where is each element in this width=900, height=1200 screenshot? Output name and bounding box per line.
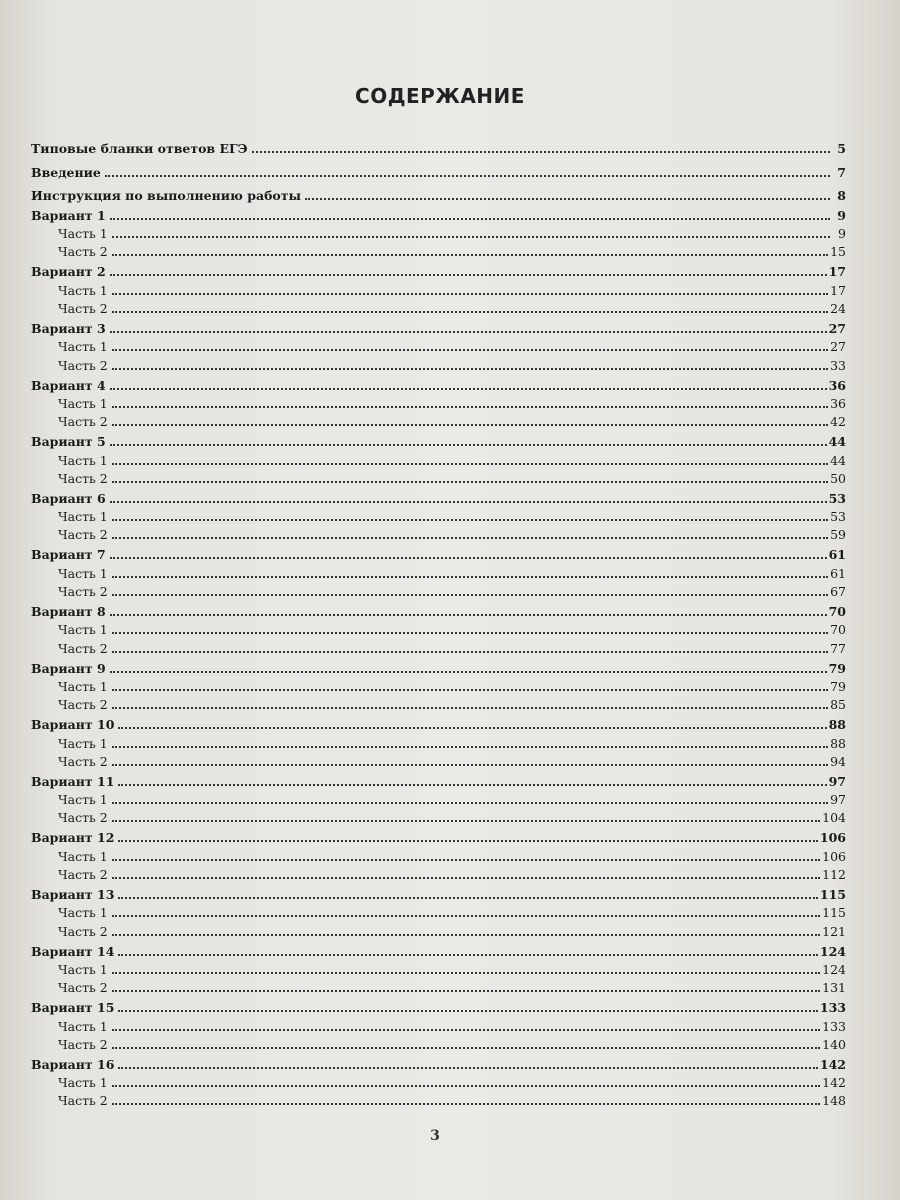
toc-entry-page: 112 [822,867,846,883]
dot-leader [112,688,828,691]
dot-leader [118,953,817,956]
toc-variant-entry[interactable] [31,373,846,393]
toc-entry-page: 53 [828,490,846,506]
dot-leader [110,613,827,616]
toc-entry-page: 50 [830,470,846,486]
toc-part-entry[interactable] [31,336,846,354]
dot-leader [118,896,817,899]
toc-variant-group [31,542,846,599]
toc-entry-label: Часть 1 [58,282,108,298]
dot-leader [112,819,820,822]
toc-entry-page: 67 [830,584,846,600]
toc-entry[interactable] [31,133,846,156]
toc-part-entry[interactable] [31,807,846,825]
toc-entry-page: 85 [830,697,846,713]
toc-entry-label: Вариант 15 [31,1000,115,1016]
toc-entry-page: 88 [830,735,846,751]
toc-entry-page: 27 [828,321,846,337]
dot-leader [112,575,828,578]
toc-entry-label: Часть 1 [58,735,108,751]
toc-part-entry[interactable] [31,959,846,977]
toc-entry-page: 106 [819,830,846,846]
dot-leader [110,500,827,503]
toc-part-entry[interactable] [31,279,846,297]
toc-entry-page: 124 [822,961,846,977]
dot-leader [112,1046,820,1049]
toc-part-entry[interactable] [31,1072,846,1090]
dot-leader [118,1009,817,1012]
toc-entry-page: 88 [828,717,846,733]
toc-entry-page: 115 [822,905,846,921]
toc-entry-label: Вариант 14 [31,943,115,959]
dot-leader [112,914,820,917]
dot-leader [112,462,828,465]
toc-entry-page: 115 [819,887,846,903]
toc-entry-page: 9 [838,226,846,242]
toc-entry-page: 44 [828,434,846,450]
toc-entry-label: Вариант 4 [31,377,106,393]
toc-variant-group [31,259,846,316]
toc-entry-page: 61 [830,565,846,581]
toc-entry-page: 142 [819,1056,846,1072]
toc-entry-label: Часть 2 [58,1093,108,1109]
toc-entry-label: Вариант 10 [31,717,115,733]
toc-entry[interactable] [31,156,846,179]
toc-entry-label: Введение [31,164,101,180]
toc-part-entry[interactable] [31,694,846,712]
toc-entry-page: 15 [830,244,846,260]
toc-entry-label: Часть 1 [58,509,108,525]
dot-leader [112,745,828,748]
toc-variant-group [31,712,846,769]
dot-leader [110,556,827,559]
toc-variant-entry[interactable] [31,882,846,902]
toc-part-entry[interactable] [31,506,846,524]
toc-variant-group [31,316,846,373]
toc-part-entry[interactable] [31,1034,846,1052]
toc-entry-label: Вариант 1 [31,207,106,223]
dot-leader [118,726,826,729]
toc-entry-page: 8 [837,187,846,203]
toc-part-entry[interactable] [31,732,846,750]
toc-entry-page: 124 [819,943,846,959]
toc-entry-page: 97 [830,792,846,808]
dot-leader [112,1028,820,1031]
toc-entry-page: 79 [830,678,846,694]
toc-part-entry[interactable] [31,411,846,429]
dot-leader [110,443,827,446]
toc-entry-page: 104 [822,810,846,826]
toc-variant-entry[interactable] [31,769,846,789]
toc-entry-page: 5 [837,141,846,157]
toc-entry-label: Часть 2 [58,414,108,430]
page-title: СОДЕРЖАНИЕ [355,84,525,108]
toc-entry-label: Часть 2 [58,584,108,600]
toc-part-entry[interactable] [31,637,846,655]
toc-variant-group [31,939,846,996]
toc-entry-page: 148 [822,1093,846,1109]
toc-variant-group [31,825,846,882]
toc-entry-page: 7 [837,164,846,180]
toc-variant-group [31,882,846,939]
dot-leader [112,1102,820,1105]
dot-leader [112,1084,820,1087]
toc-entry-page: 59 [830,527,846,543]
dot-leader [112,706,828,709]
dot-leader [110,330,827,333]
toc-entry-label: Часть 1 [58,452,108,468]
toc-variant-entry[interactable] [31,259,846,279]
toc-variant-entry[interactable] [31,1052,846,1072]
dot-leader [112,858,820,861]
toc-part-entry[interactable] [31,241,846,259]
dot-leader [112,631,828,634]
dot-leader [112,292,828,295]
toc-entry-page: 79 [828,660,846,676]
dot-leader [305,197,830,200]
toc-entry-label: Часть 1 [58,848,108,864]
toc-entry-page: 9 [837,207,846,223]
toc-variant-group [31,486,846,543]
toc-variant-entry[interactable] [31,825,846,845]
toc-entry-label: Часть 2 [58,470,108,486]
dot-leader [112,650,828,653]
toc-part-entry[interactable] [31,562,846,580]
toc-entry-label: Инструкция по выполнению работы [31,187,302,203]
toc-entry-label: Типовые бланки ответов ЕГЭ [31,141,248,157]
toc-part-entry[interactable] [31,524,846,542]
dot-leader [112,480,828,483]
dot-leader [110,670,827,673]
toc-part-entry[interactable] [31,581,846,599]
dot-leader [112,235,830,238]
toc-entry-page: 44 [830,452,846,468]
dot-leader [252,150,830,153]
toc-part-entry[interactable] [31,468,846,486]
toc-variant-group [31,656,846,713]
toc-entry-label: Вариант 7 [31,547,106,563]
toc-entry-label: Часть 2 [58,810,108,826]
toc-entry-page: 33 [830,357,846,373]
dot-leader [112,876,820,879]
dot-leader [112,310,828,313]
toc-entry-label: Вариант 16 [31,1056,115,1072]
toc-variant-entry[interactable] [31,656,846,676]
toc-variant-group [31,995,846,1052]
dot-leader [110,217,830,220]
toc-entry-label: Часть 1 [58,905,108,921]
toc-entry-label: Часть 1 [58,339,108,355]
toc-entry-label: Вариант 8 [31,604,106,620]
toc-entry-label: Вариант 3 [31,321,106,337]
toc-variant-group [31,429,846,486]
dot-leader [112,367,828,370]
toc-entry-label: Часть 2 [58,244,108,260]
toc-variant-entry[interactable] [31,712,846,732]
dot-leader [118,1066,817,1069]
toc-entry-label: Часть 1 [58,226,108,242]
dot-leader [118,783,826,786]
toc-entry-page: 94 [830,753,846,769]
toc-entry-label: Часть 1 [58,565,108,581]
toc-entry-label: Часть 2 [58,980,108,996]
toc-entry-label: Часть 2 [58,923,108,939]
toc-entry-page: 133 [822,1018,846,1034]
toc-entry-label: Часть 1 [58,792,108,808]
toc-part-entry[interactable] [31,676,846,694]
toc-part-entry[interactable] [31,1090,846,1108]
toc-part-entry[interactable] [31,845,846,863]
dot-leader [112,518,828,521]
toc-entry-page: 24 [830,301,846,317]
toc-variant-group [31,769,846,826]
toc-entry-label: Часть 1 [58,395,108,411]
dot-leader [112,405,828,408]
dot-leader [112,253,828,256]
toc-entry-label: Часть 2 [58,640,108,656]
dot-leader [118,839,817,842]
toc-part-entry[interactable] [31,223,846,241]
toc-part-entry[interactable] [31,393,846,411]
toc-part-entry[interactable] [31,354,846,372]
dot-leader [112,933,820,936]
toc-part-entry[interactable] [31,751,846,769]
toc-entry-page: 70 [830,622,846,638]
toc-entry-page: 61 [828,547,846,563]
dot-leader [112,763,828,766]
toc-entry-label: Часть 2 [58,753,108,769]
toc-part-entry[interactable] [31,789,846,807]
toc-entry-page: 17 [830,282,846,298]
toc-entry-label: Часть 1 [58,961,108,977]
toc-entry-label: Вариант 6 [31,490,106,506]
toc-entry-page: 36 [830,395,846,411]
toc-entry-page: 17 [828,264,846,280]
toc-part-entry[interactable] [31,1015,846,1033]
toc-entry-label: Вариант 13 [31,887,115,903]
table-of-contents [31,133,846,1108]
toc-entry-label: Вариант 11 [31,773,115,789]
toc-entry-label: Вариант 2 [31,264,106,280]
toc-entry[interactable] [31,180,846,203]
toc-entry-label: Часть 1 [58,622,108,638]
toc-part-entry[interactable] [31,977,846,995]
toc-entry-page: 42 [830,414,846,430]
toc-part-entry[interactable] [31,920,846,938]
toc-entry-page: 142 [822,1075,846,1091]
toc-entry-label: Часть 2 [58,527,108,543]
dot-leader [112,536,828,539]
toc-front-matter [31,133,846,203]
toc-entry-page: 106 [822,848,846,864]
dot-leader [112,348,828,351]
toc-entry-page: 131 [822,980,846,996]
toc-entry-page: 27 [830,339,846,355]
toc-entry-label: Вариант 9 [31,660,106,676]
toc-variant-entry[interactable] [31,995,846,1015]
toc-entry-label: Часть 1 [58,1018,108,1034]
toc-variant-group [31,1052,846,1109]
page-number: 3 [430,1128,440,1144]
toc-entry-label: Часть 2 [58,697,108,713]
toc-entry-page: 121 [822,923,846,939]
toc-variant-entry[interactable] [31,599,846,619]
toc-variant-entry[interactable] [31,429,846,449]
toc-variant-entry[interactable] [31,542,846,562]
toc-variants [31,203,846,1109]
dot-leader [112,423,828,426]
toc-entry-label: Часть 2 [58,357,108,373]
toc-entry-page: 53 [830,509,846,525]
toc-entry-page: 140 [822,1036,846,1052]
toc-variant-group [31,203,846,260]
toc-entry-label: Вариант 12 [31,830,115,846]
toc-entry-label: Вариант 5 [31,434,106,450]
toc-entry-label: Часть 2 [58,867,108,883]
dot-leader [112,593,828,596]
toc-variant-group [31,373,846,430]
dot-leader [112,971,820,974]
dot-leader [110,273,827,276]
toc-part-entry[interactable] [31,902,846,920]
toc-part-entry[interactable] [31,298,846,316]
toc-variant-entry[interactable] [31,316,846,336]
toc-variant-entry[interactable] [31,486,846,506]
toc-entry-label: Часть 1 [58,678,108,694]
toc-variant-group [31,599,846,656]
toc-entry-page: 97 [828,773,846,789]
toc-part-entry[interactable] [31,619,846,637]
toc-variant-entry[interactable] [31,939,846,959]
toc-part-entry[interactable] [31,449,846,467]
toc-variant-entry[interactable] [31,203,846,223]
toc-entry-label: Часть 2 [58,1036,108,1052]
toc-entry-page: 70 [828,604,846,620]
dot-leader [105,174,830,177]
toc-entry-page: 77 [830,640,846,656]
dot-leader [112,989,820,992]
toc-entry-page: 133 [819,1000,846,1016]
dot-leader [112,801,828,804]
toc-entry-page: 36 [828,377,846,393]
dot-leader [110,387,827,390]
toc-entry-label: Часть 1 [58,1075,108,1091]
toc-part-entry[interactable] [31,864,846,882]
toc-entry-label: Часть 2 [58,301,108,317]
